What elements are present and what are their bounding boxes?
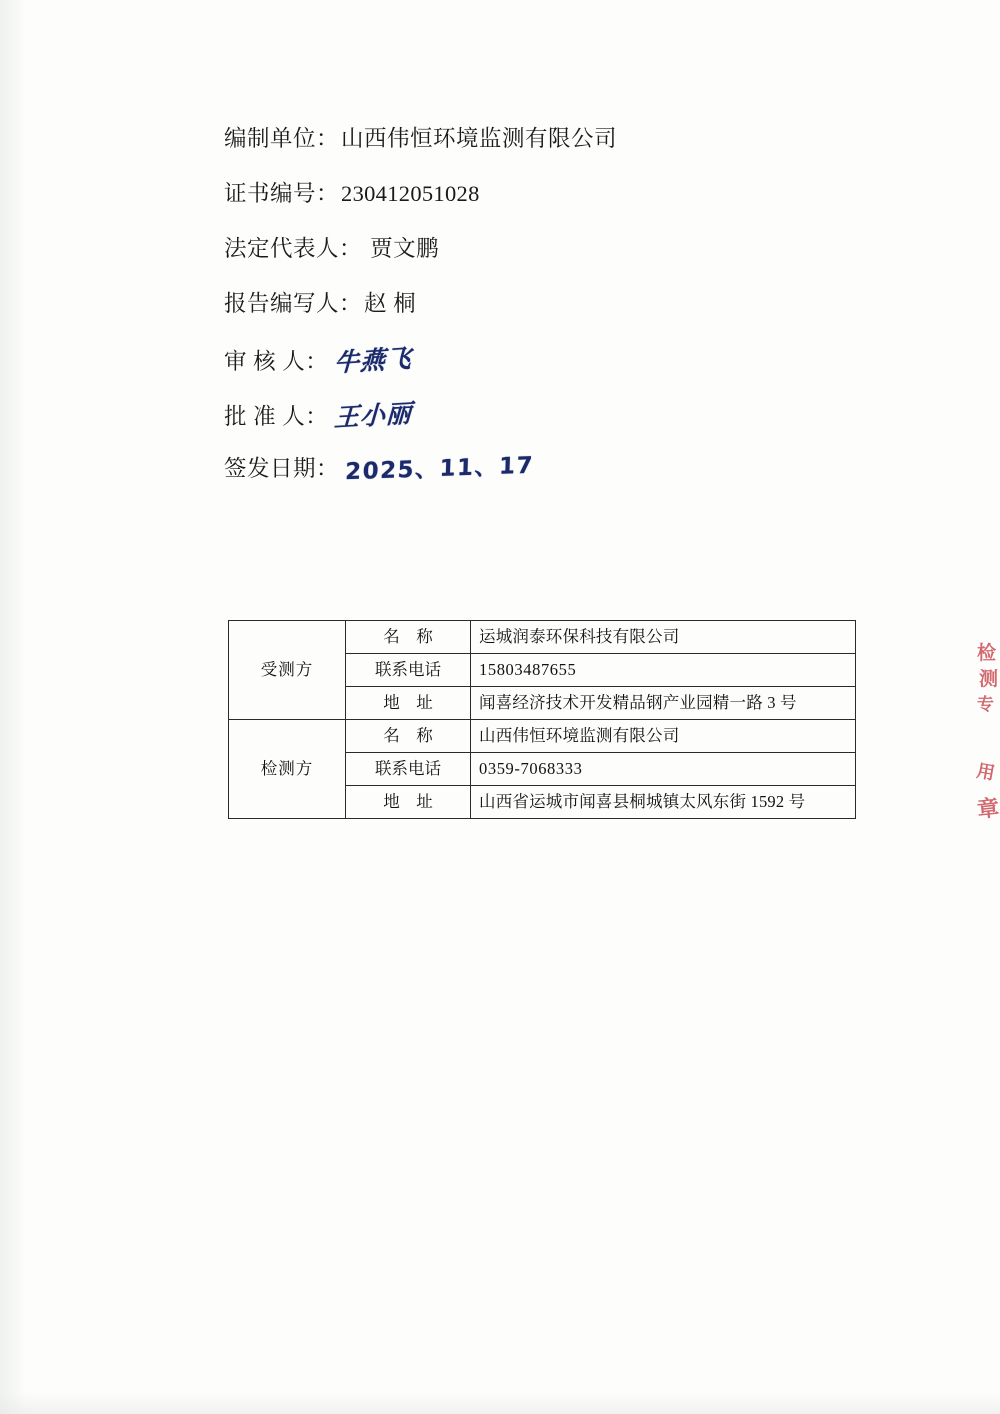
field-issue-date [224, 452, 864, 513]
field-value: 赵 桐 [364, 291, 417, 316]
row-field-label: 地 址 [346, 687, 471, 720]
contact-info-table [228, 620, 856, 819]
field-value: 贾文鹏 [364, 236, 440, 261]
row-value: 运城润泰环保科技有限公司 [471, 621, 856, 654]
field-reviewer [224, 343, 864, 403]
field-value: 230412051028 [341, 181, 480, 206]
scan-edge-left [0, 0, 26, 1414]
field-label: 报告编写人： [224, 291, 363, 316]
row-value: 15803487655 [471, 654, 856, 687]
seal-glyph: 测 [978, 668, 998, 690]
red-seal-fragment [970, 630, 1000, 860]
row-value: 山西伟恒环境监测有限公司 [471, 720, 856, 753]
field-certificate-number [224, 183, 864, 238]
field-label: 编制单位： [224, 126, 340, 151]
field-label: 批 准 人： [224, 404, 329, 429]
seal-glyph: 章 [975, 795, 1000, 824]
table-row [229, 621, 856, 654]
approver-signature: 王小丽 [333, 398, 413, 433]
seal-glyph: 专 [977, 695, 994, 715]
field-approver [224, 398, 864, 458]
field-report-author [224, 293, 864, 348]
row-field-label: 地 址 [346, 786, 471, 819]
row-value: 山西省运城市闻喜县桐城镇太风东街 1592 号 [471, 786, 856, 819]
party-label-tested: 受测方 [229, 621, 346, 720]
table-row [229, 720, 856, 753]
issue-date-handwritten: 2025、11、17 [344, 452, 535, 486]
field-legal-representative [224, 238, 864, 293]
reviewer-signature: 牛燕飞 [333, 343, 413, 378]
row-field-label: 联系电话 [346, 654, 471, 687]
seal-glyph: 检 [976, 642, 996, 664]
field-value: 山西伟恒环境监测有限公司 [341, 126, 618, 151]
party-label-testing: 检测方 [229, 720, 346, 819]
field-compiling-unit [224, 128, 864, 183]
seal-glyph: 用 [975, 760, 997, 785]
report-header-fields [224, 128, 864, 513]
row-field-label: 名 称 [346, 720, 471, 753]
field-label: 法定代表人： [224, 236, 363, 261]
field-label: 签发日期： [224, 456, 340, 481]
field-label: 审 核 人： [224, 349, 329, 374]
row-field-label: 名 称 [346, 621, 471, 654]
scan-edge-bottom [0, 1392, 1000, 1414]
row-field-label: 联系电话 [346, 753, 471, 786]
field-label: 证书编号： [224, 181, 340, 206]
row-value: 闻喜经济技术开发精品钢产业园精一路 3 号 [471, 687, 856, 720]
row-value: 0359-7068333 [471, 753, 856, 786]
